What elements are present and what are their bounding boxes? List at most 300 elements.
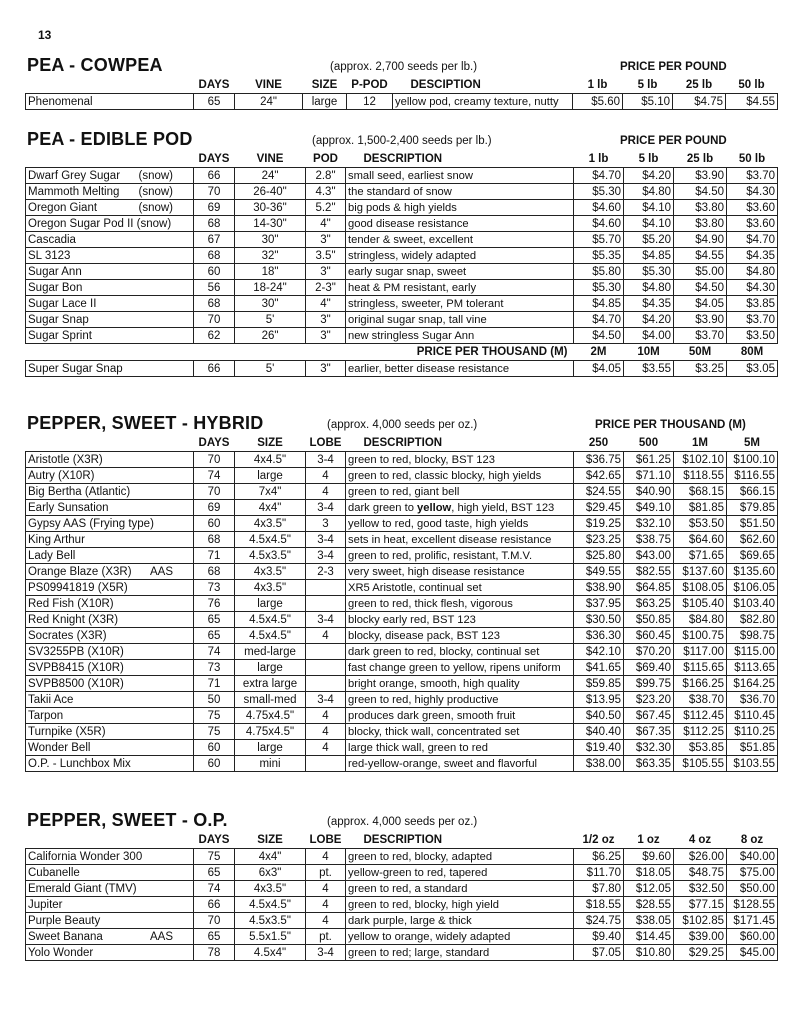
price-cell: $4.60 <box>574 200 624 216</box>
variety-cell <box>26 484 194 500</box>
description-cell: green to red, prolific, resistant, T.M.V. <box>346 548 574 564</box>
description-cell: XR5 Aristotle, continual set <box>346 580 574 596</box>
table-cell: 6x3" <box>235 865 306 881</box>
table-cell: 76 <box>194 596 235 612</box>
table-cell: 4.5x4.5" <box>235 532 306 548</box>
section-pepper-sweet-op <box>25 810 777 961</box>
table-row <box>26 548 778 564</box>
price-cell: $99.75 <box>624 676 674 692</box>
table-cell <box>306 756 346 772</box>
price-cell: $36.75 <box>574 452 624 468</box>
table-row <box>26 756 778 772</box>
price-cell: $82.55 <box>624 564 674 580</box>
table-cell: 4 <box>306 468 346 484</box>
table-row <box>26 660 778 676</box>
variety-name: Cubanelle <box>28 866 80 879</box>
description-cell: the standard of snow <box>346 184 574 200</box>
table-cell: 24" <box>235 94 303 110</box>
price-cell: $64.60 <box>674 532 727 548</box>
price-cell: $28.55 <box>624 897 674 913</box>
table-cell: large <box>303 94 347 110</box>
table-cell: 60 <box>194 756 235 772</box>
variety-tag: AAS <box>149 565 173 578</box>
price-table <box>25 832 778 961</box>
price-cell: $112.45 <box>674 708 727 724</box>
price-cell: $3.60 <box>727 216 778 232</box>
price-cell: $84.80 <box>674 612 727 628</box>
section-note: (approx. 2,700 seeds per lb.) <box>330 61 478 73</box>
price-cell: $32.30 <box>624 740 674 756</box>
price-cell: $4.85 <box>624 248 674 264</box>
price-cell: $135.60 <box>727 564 778 580</box>
variety-cell <box>26 328 194 344</box>
variety-tag: (snow) <box>138 169 173 182</box>
price-cell: $23.20 <box>624 692 674 708</box>
table-cell: 3.5" <box>306 248 346 264</box>
description-cell: yellow to orange, widely adapted <box>346 929 574 945</box>
description-cell: early sugar snap, sweet <box>346 264 574 280</box>
price-cell: $10.80 <box>624 945 674 961</box>
table-cell: 68 <box>194 216 235 232</box>
price-table <box>25 77 778 110</box>
price-cell: $116.55 <box>727 468 778 484</box>
table-cell: 7x4" <box>235 484 306 500</box>
price-cell: $9.60 <box>624 849 674 865</box>
table-row <box>26 724 778 740</box>
table-cell: 2-3" <box>306 280 346 296</box>
variety-name: Cascadia <box>28 233 76 246</box>
description-cell: heat & PM resistant, early <box>346 280 574 296</box>
variety-cell <box>26 168 194 184</box>
column-header: VINE <box>255 79 282 91</box>
table-cell: 4x4.5" <box>235 452 306 468</box>
variety-name: Dwarf Grey Sugar <box>28 169 121 182</box>
price-cell: $4.50 <box>674 280 727 296</box>
price-per-thousand-label: PRICE PER THOUSAND (M) <box>416 346 568 358</box>
price-cell: $40.90 <box>624 484 674 500</box>
column-header: 50M <box>688 346 712 358</box>
column-header: DESCIPTION <box>410 79 481 91</box>
table-cell: 71 <box>194 548 235 564</box>
price-cell: $36.30 <box>574 628 624 644</box>
variety-name: Orange Blaze (X3R) <box>28 565 132 578</box>
variety-tag: (snow) <box>138 201 173 214</box>
table-cell <box>306 580 346 596</box>
price-cell: $40.00 <box>727 849 778 865</box>
price-cell: $112.25 <box>674 724 727 740</box>
table-cell: 78 <box>194 945 235 961</box>
table-cell: 12 <box>347 94 393 110</box>
table-cell: 3" <box>306 312 346 328</box>
price-cell: $37.95 <box>574 596 624 612</box>
column-header: 50 lb <box>738 79 765 91</box>
variety-tag: AAS <box>149 930 173 943</box>
table-cell: 5.2" <box>306 200 346 216</box>
variety-cell <box>26 580 194 596</box>
price-cell: $113.65 <box>727 660 778 676</box>
table-cell: 4 <box>306 628 346 644</box>
price-cell: $4.20 <box>624 312 674 328</box>
price-cell: $5.60 <box>573 94 623 110</box>
description-cell: blocky, thick wall, concentrated set <box>346 724 574 740</box>
price-cell: $42.10 <box>574 644 624 660</box>
description-cell: green to red, classic blocky, high yields <box>346 468 574 484</box>
price-cell: $25.80 <box>574 548 624 564</box>
column-header: 1M <box>692 437 708 449</box>
price-cell: $66.15 <box>727 484 778 500</box>
variety-name: Emerald Giant (TMV) <box>28 882 137 895</box>
table-cell: 26" <box>235 328 306 344</box>
column-header: DESCRIPTION <box>363 153 443 165</box>
variety-name: Aristotle (X3R) <box>28 453 103 466</box>
table-cell: 4 <box>306 708 346 724</box>
table-cell: 2.8" <box>306 168 346 184</box>
price-cell: $70.20 <box>624 644 674 660</box>
price-cell: $11.70 <box>574 865 624 881</box>
price-cell: $4.55 <box>726 94 778 110</box>
price-cell: $43.00 <box>624 548 674 564</box>
variety-name: Sugar Bon <box>28 281 83 294</box>
price-table <box>25 151 778 377</box>
price-cell: $103.55 <box>727 756 778 772</box>
table-cell: 65 <box>194 929 235 945</box>
table-cell: 14-30" <box>235 216 306 232</box>
price-cell: $4.70 <box>574 168 624 184</box>
table-cell: pt. <box>306 865 346 881</box>
price-cell: $26.00 <box>674 849 727 865</box>
table-header-row <box>26 151 778 168</box>
variety-name: Lady Bell <box>28 549 76 562</box>
column-header: LOBE <box>309 834 342 846</box>
table-header-row <box>26 435 778 452</box>
variety-cell <box>26 660 194 676</box>
column-header: SIZE <box>257 834 283 846</box>
column-header: 5M <box>744 437 760 449</box>
table-cell: 62 <box>194 328 235 344</box>
table-row <box>26 296 778 312</box>
price-cell: $14.45 <box>624 929 674 945</box>
column-header: 10M <box>637 346 660 358</box>
price-cell: $71.10 <box>624 468 674 484</box>
price-cell: $40.50 <box>574 708 624 724</box>
description-cell: dark purple, large & thick <box>346 913 574 929</box>
column-header: 1 oz <box>637 834 660 846</box>
price-cell: $3.25 <box>674 361 727 377</box>
section-title: PEPPER, SWEET - HYBRID <box>27 413 264 433</box>
table-cell: 3-4 <box>306 452 346 468</box>
table-cell: 69 <box>194 500 235 516</box>
price-cell: $18.55 <box>574 897 624 913</box>
table-row <box>26 628 778 644</box>
price-cell: $39.00 <box>674 929 727 945</box>
variety-cell <box>26 756 194 772</box>
price-cell: $64.85 <box>624 580 674 596</box>
table-cell: 3" <box>306 361 346 377</box>
description-cell: green to red, a standard <box>346 881 574 897</box>
price-cell: $4.50 <box>574 328 624 344</box>
price-cell: $4.80 <box>727 264 778 280</box>
price-cell: $4.20 <box>624 168 674 184</box>
price-cell: $29.45 <box>574 500 624 516</box>
price-cell: $4.30 <box>727 184 778 200</box>
column-header-variety <box>26 435 194 452</box>
variety-cell <box>26 676 194 692</box>
table-row <box>26 468 778 484</box>
table-cell: yellow pod, creamy texture, nutty <box>393 94 573 110</box>
table-cell: 4 <box>306 897 346 913</box>
table-cell: 66 <box>194 168 235 184</box>
variety-cell <box>26 692 194 708</box>
description-cell: small seed, earliest snow <box>346 168 574 184</box>
table-cell: 70 <box>194 484 235 500</box>
price-cell: $40.40 <box>574 724 624 740</box>
variety-name: Gypsy AAS (Frying type) <box>28 517 154 530</box>
table-cell <box>306 596 346 612</box>
table-cell: small-med <box>235 692 306 708</box>
price-cell: $110.25 <box>727 724 778 740</box>
price-cell: $3.80 <box>674 216 727 232</box>
price-cell: $69.40 <box>624 660 674 676</box>
price-header: PRICE PER POUND <box>620 135 727 147</box>
price-cell: $6.25 <box>574 849 624 865</box>
price-cell: $100.75 <box>674 628 727 644</box>
table-cell: 74 <box>194 644 235 660</box>
table-row <box>26 248 778 264</box>
column-header: DAYS <box>198 79 230 91</box>
price-cell: $4.75 <box>673 94 726 110</box>
table-cell: 5.5x1.5" <box>235 929 306 945</box>
table-cell: 4.5x4.5" <box>235 612 306 628</box>
table-row <box>26 708 778 724</box>
price-cell: $4.55 <box>674 248 727 264</box>
column-header: DESCRIPTION <box>363 834 443 846</box>
variety-cell <box>26 865 194 881</box>
variety-cell <box>26 532 194 548</box>
variety-name: SVPB8500 (X10R) <box>28 677 124 690</box>
variety-cell <box>26 596 194 612</box>
table-cell: 4.5x3.5" <box>235 913 306 929</box>
table-cell: 4.5x4.5" <box>235 628 306 644</box>
variety-cell <box>26 264 194 280</box>
description-cell: original sugar snap, tall vine <box>346 312 574 328</box>
table-header-row <box>26 832 778 849</box>
price-cell: $49.55 <box>574 564 624 580</box>
variety-name: Autry (X10R) <box>28 469 95 482</box>
section-title: PEA - EDIBLE POD <box>27 129 193 149</box>
table-cell <box>306 676 346 692</box>
variety-name: Sugar Lace II <box>28 297 97 310</box>
variety-name: Oregon Giant <box>28 201 98 214</box>
variety-cell <box>26 200 194 216</box>
table-cell: 4x3.5" <box>235 564 306 580</box>
price-cell: $38.90 <box>574 580 624 596</box>
price-cell: $115.00 <box>727 644 778 660</box>
table-row <box>26 913 778 929</box>
variety-cell <box>26 564 194 580</box>
price-cell: $4.90 <box>674 232 727 248</box>
price-cell: $171.45 <box>727 913 778 929</box>
table-row <box>26 897 778 913</box>
table-cell: 60 <box>194 264 235 280</box>
variety-cell <box>26 452 194 468</box>
table-cell: mini <box>235 756 306 772</box>
description-cell: earlier, better disease resistance <box>346 361 574 377</box>
table-cell: 74 <box>194 881 235 897</box>
variety-name: Early Sunsation <box>28 501 109 514</box>
price-cell: $38.70 <box>674 692 727 708</box>
column-header: 1 lb <box>588 153 609 165</box>
table-cell: 68 <box>194 564 235 580</box>
table-cell: 4x3.5" <box>235 881 306 897</box>
price-cell: $3.50 <box>727 328 778 344</box>
table-row <box>26 676 778 692</box>
column-header: DAYS <box>198 437 230 449</box>
table-cell: 70 <box>194 312 235 328</box>
table-cell: 60 <box>194 740 235 756</box>
column-header: VINE <box>256 153 284 165</box>
price-cell: $4.30 <box>727 280 778 296</box>
table-cell: 3-4 <box>306 548 346 564</box>
price-cell: $5.00 <box>674 264 727 280</box>
price-cell: $12.05 <box>624 881 674 897</box>
description-cell: fast change green to yellow, ripens uniform <box>346 660 574 676</box>
column-header: 80M <box>740 346 764 358</box>
column-header: 500 <box>638 437 659 449</box>
column-header: 5 lb <box>637 79 658 91</box>
description-emphasis: yellow <box>417 501 452 514</box>
description-cell: tender & sweet, excellent <box>346 232 574 248</box>
table-header-row <box>26 77 778 94</box>
column-header: 2M <box>590 346 607 358</box>
price-cell: $7.80 <box>574 881 624 897</box>
variety-name: Sugar Ann <box>28 265 82 278</box>
price-cell: $41.65 <box>574 660 624 676</box>
price-cell: $9.40 <box>574 929 624 945</box>
column-header: 8 oz <box>740 834 764 846</box>
description-cell: blocky, disease pack, BST 123 <box>346 628 574 644</box>
price-header: PRICE PER POUND <box>620 61 727 73</box>
price-cell: $24.55 <box>574 484 624 500</box>
price-cell: $164.25 <box>727 676 778 692</box>
section-pea-cowpea <box>25 55 777 110</box>
price-cell: $24.75 <box>574 913 624 929</box>
price-cell: $4.35 <box>727 248 778 264</box>
table-cell: 4.3" <box>306 184 346 200</box>
description-cell: very sweet, high disease resistance <box>346 564 574 580</box>
description-cell: stringless, sweeter, PM tolerant <box>346 296 574 312</box>
price-cell: $4.70 <box>574 312 624 328</box>
table-cell: 74 <box>194 468 235 484</box>
table-cell: 30" <box>235 232 306 248</box>
table-cell: 68 <box>194 296 235 312</box>
variety-name: Red Knight (X3R) <box>28 613 119 626</box>
variety-cell <box>26 897 194 913</box>
section-note: (approx. 1,500-2,400 seeds per lb.) <box>312 135 492 147</box>
price-cell: $106.05 <box>727 580 778 596</box>
price-cell: $118.55 <box>674 468 727 484</box>
description-cell: blocky early red, BST 123 <box>346 612 574 628</box>
price-cell: $71.65 <box>674 548 727 564</box>
description-cell: produces dark green, smooth fruit <box>346 708 574 724</box>
price-cell: $105.55 <box>674 756 727 772</box>
table-cell: 18" <box>235 264 306 280</box>
table-cell: 3" <box>306 328 346 344</box>
price-cell: $3.70 <box>674 328 727 344</box>
variety-cell <box>26 849 194 865</box>
table-cell: 4 <box>306 913 346 929</box>
price-cell: $53.50 <box>674 516 727 532</box>
column-header: POD <box>313 153 338 165</box>
price-header: PRICE PER THOUSAND (M) <box>595 419 746 431</box>
variety-cell <box>26 913 194 929</box>
price-cell: $51.50 <box>727 516 778 532</box>
price-cell: $3.85 <box>727 296 778 312</box>
price-cell: $61.25 <box>624 452 674 468</box>
variety-cell <box>26 184 194 200</box>
price-cell: $5.30 <box>574 184 624 200</box>
price-cell: $18.05 <box>624 865 674 881</box>
column-header-variety <box>26 77 194 94</box>
table-row <box>26 564 778 580</box>
table-cell <box>306 644 346 660</box>
table-cell: 68 <box>194 248 235 264</box>
column-header-variety <box>26 151 194 168</box>
table-row <box>26 596 778 612</box>
table-cell: 56 <box>194 280 235 296</box>
table-cell: 4 <box>306 724 346 740</box>
column-header: 1 lb <box>587 79 608 91</box>
table-row <box>26 184 778 200</box>
table-cell: 73 <box>194 580 235 596</box>
variety-tag: (snow) <box>138 185 173 198</box>
price-cell: $4.50 <box>674 184 727 200</box>
price-cell: $5.30 <box>574 280 624 296</box>
description-cell: green to red, giant bell <box>346 484 574 500</box>
table-row <box>26 361 778 377</box>
table-cell: pt. <box>306 929 346 945</box>
variety-cell <box>26 724 194 740</box>
price-table <box>25 435 778 772</box>
variety-name: Mammoth Melting <box>28 185 120 198</box>
table-cell: 3-4 <box>306 532 346 548</box>
table-row <box>26 484 778 500</box>
price-cell: $51.85 <box>727 740 778 756</box>
price-cell: $100.10 <box>727 452 778 468</box>
table-cell <box>306 660 346 676</box>
table-cell: 4 <box>306 484 346 500</box>
variety-name: Socrates (X3R) <box>28 629 107 642</box>
price-cell: $60.45 <box>624 628 674 644</box>
description-cell: yellow to red, good taste, high yields <box>346 516 574 532</box>
table-cell: 75 <box>194 724 235 740</box>
price-cell: $117.00 <box>674 644 727 660</box>
table-cell: 3" <box>306 264 346 280</box>
price-cell: $77.15 <box>674 897 727 913</box>
price-cell: $63.35 <box>624 756 674 772</box>
price-cell: $81.85 <box>674 500 727 516</box>
table-row <box>26 644 778 660</box>
column-header: 5 lb <box>638 153 659 165</box>
price-cell: $38.05 <box>624 913 674 929</box>
table-cell: large <box>235 596 306 612</box>
variety-name: King Arthur <box>28 533 85 546</box>
price-cell: $115.65 <box>674 660 727 676</box>
price-cell: $82.80 <box>727 612 778 628</box>
table-cell: 4x4" <box>235 500 306 516</box>
table-cell: 30-36" <box>235 200 306 216</box>
variety-cell <box>26 708 194 724</box>
table-cell: 4.5x3.5" <box>235 548 306 564</box>
